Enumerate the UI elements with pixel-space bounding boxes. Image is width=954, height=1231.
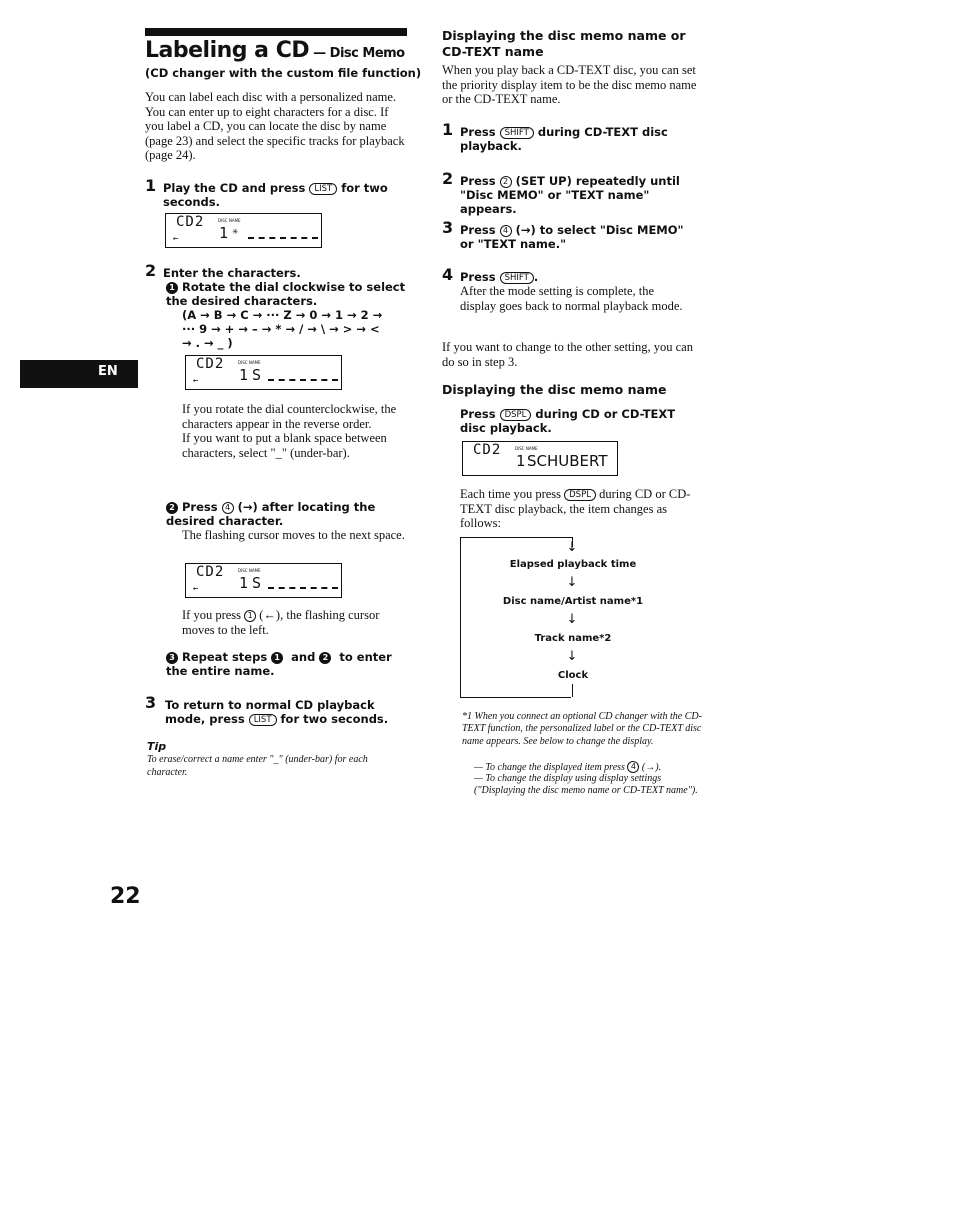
language-tab xyxy=(20,360,138,388)
down-arrow-icon: ↓ xyxy=(566,649,578,664)
lcd-display xyxy=(165,213,322,248)
key-4: 4 xyxy=(500,225,512,237)
dspl-key: DSPL xyxy=(500,409,532,421)
lcd-label: DISC NAME xyxy=(218,218,241,223)
substep1-note: If you rotate the dial counterclockwise, the characters appear in the reverse order. If you want to put a blank space between characters, select "_" (under-bar). xyxy=(182,402,397,460)
dspl-key: DSPL xyxy=(564,489,596,501)
step-ref: 1 xyxy=(271,652,283,664)
press-dspl-step: Press DSPL during CD or CD-TEXT disc playback. xyxy=(460,407,676,435)
lcd-display xyxy=(462,441,618,476)
substep2-note2: If you press 1 (←), the flashing cursor moves to the left. xyxy=(182,608,380,637)
section-heading: Displaying the disc memo name or CD-TEXT name xyxy=(442,28,686,59)
step-number: 2 xyxy=(442,169,454,188)
page-subtitle: (CD changer with the custom file function) xyxy=(145,66,422,80)
down-arrow-icon: ↓ xyxy=(566,612,578,627)
footnote-1: *1 When you connect an optional CD changer with the CD-TEXT function, the personalized label or the CD-TEXT disc name appears. See below to change the display. xyxy=(462,711,702,747)
flow-connector xyxy=(572,684,573,697)
flow-item: Clock xyxy=(557,670,589,681)
lcd-number: 1 xyxy=(516,452,526,470)
left-arrow-icon: ← xyxy=(173,234,179,244)
intro-paragraph: You can label each disc with a personalized name. You can enter up to eight characters for a disc. If you label a CD, you can locate the disc by name (page 23) and select the specific tracks for playback (page 24). xyxy=(145,90,405,162)
right-step4-note: After the mode setting is complete, the display goes back to normal playback mode. xyxy=(460,284,683,313)
list-key: LIST xyxy=(249,714,277,726)
substep1: 1 Rotate the dial clockwise to select the desired characters. xyxy=(166,280,406,308)
left-arrow-icon: ← xyxy=(193,584,199,594)
lcd-number: 1 xyxy=(239,366,249,384)
lcd-label: DISC NAME xyxy=(515,446,538,451)
lcd-char: S xyxy=(252,366,262,384)
dspl-note: Each time you press DSPL during CD or CD-TEXT disc playback, the item changes as follows: xyxy=(460,487,691,530)
step-ref: 2 xyxy=(319,652,331,664)
char-sequence-3: → . → _ ) xyxy=(182,336,233,350)
list-key: LIST xyxy=(309,183,337,195)
section-intro: When you play back a CD-TEXT disc, you can set the priority display item to be the disc memo name or the CD-TEXT name. xyxy=(442,63,697,106)
lcd-display xyxy=(185,355,342,390)
flow-item: Elapsed playback time xyxy=(509,559,637,570)
lcd-char: S xyxy=(252,574,262,592)
lcd-disc: CD2 xyxy=(196,356,225,372)
flow-loop-top xyxy=(460,537,572,538)
substep2-note: The flashing cursor moves to the next space. xyxy=(182,528,405,542)
flow-item: Track name*2 xyxy=(534,633,612,644)
step2-text: Enter the characters. xyxy=(163,266,301,280)
lcd-disc: CD2 xyxy=(196,564,225,580)
language-tab-label: EN xyxy=(98,364,118,379)
shift-key: SHIFT xyxy=(500,127,534,139)
key-2: 2 xyxy=(500,176,512,188)
left-arrow-icon: ← xyxy=(193,376,199,386)
tip-heading: Tip xyxy=(147,740,167,753)
right-step2: Press 2 (SET UP) repeatedly until "Disc MEMO" or "TEXT name" appears. xyxy=(460,174,680,216)
lcd-disc-name: SCHUBERT xyxy=(527,452,608,470)
page-title: Labeling a CD — Disc Memo xyxy=(145,38,405,63)
char-sequence-2: ··· 9 → + → – → * → / → \ → > → < xyxy=(182,322,380,336)
lcd-label: DISC NAME xyxy=(238,360,261,365)
step3-text: To return to normal CD playback mode, press LIST for two seconds. xyxy=(165,698,389,726)
lcd-disc: CD2 xyxy=(473,442,502,458)
char-sequence-1: (A → B → C → ··· Z → 0 → 1 → 2 → xyxy=(182,308,383,322)
flash-cursor-icon: ✳ xyxy=(232,226,239,237)
right-step4: Press SHIFT . xyxy=(460,270,539,284)
step-number: 1 xyxy=(442,120,454,139)
change-note: If you want to change to the other setting, you can do so in step 3. xyxy=(442,340,693,369)
substep2: 2 Press 4 (→) after locating the desired character. xyxy=(166,500,376,528)
footnote-2: — To change the displayed item press 4 (→). xyxy=(474,762,662,773)
key-1: 1 xyxy=(244,610,256,622)
title-rule xyxy=(145,28,407,36)
lcd-number: 1 xyxy=(239,574,249,592)
right-step1: Press SHIFT during CD-TEXT disc playback. xyxy=(460,125,668,153)
substep3: 3 Repeat steps 1 and 2 to enter the entire name. xyxy=(166,650,392,678)
right-step3: Press 4 (→) to select "Disc MEMO" or "TEXT name." xyxy=(460,223,684,251)
page-title-sub: — Disc Memo xyxy=(309,46,405,61)
step-number: 2 xyxy=(145,261,157,280)
page-number: 22 xyxy=(110,884,141,909)
substep-number: 3 xyxy=(166,652,178,664)
step-number: 3 xyxy=(442,218,454,237)
substep-number: 1 xyxy=(166,282,178,294)
key-4: 4 xyxy=(627,761,639,773)
tip-text: To erase/correct a name enter "_" (under-bar) for each character. xyxy=(147,754,368,778)
step-number: 3 xyxy=(145,693,157,712)
key-4: 4 xyxy=(222,502,234,514)
section-heading: Displaying the disc memo name xyxy=(442,382,667,397)
lcd-number: 1 xyxy=(219,224,229,242)
lcd-label: DISC NAME xyxy=(238,568,261,573)
shift-key: SHIFT xyxy=(500,272,534,284)
substep-number: 2 xyxy=(166,502,178,514)
down-arrow-icon: ↓ xyxy=(566,540,578,555)
step-number: 1 xyxy=(145,176,157,195)
flow-item: Disc name/Artist name*1 xyxy=(502,596,644,607)
step1-text: Play the CD and press LIST for two seconds. xyxy=(163,181,388,209)
lcd-display xyxy=(185,563,342,598)
step-number: 4 xyxy=(442,265,454,284)
lcd-disc: CD2 xyxy=(176,214,205,230)
down-arrow-icon: ↓ xyxy=(566,575,578,590)
footnote-3: — To change the display using display settings ("Displaying the disc memo name or CD-TEXT name"). xyxy=(474,773,698,797)
